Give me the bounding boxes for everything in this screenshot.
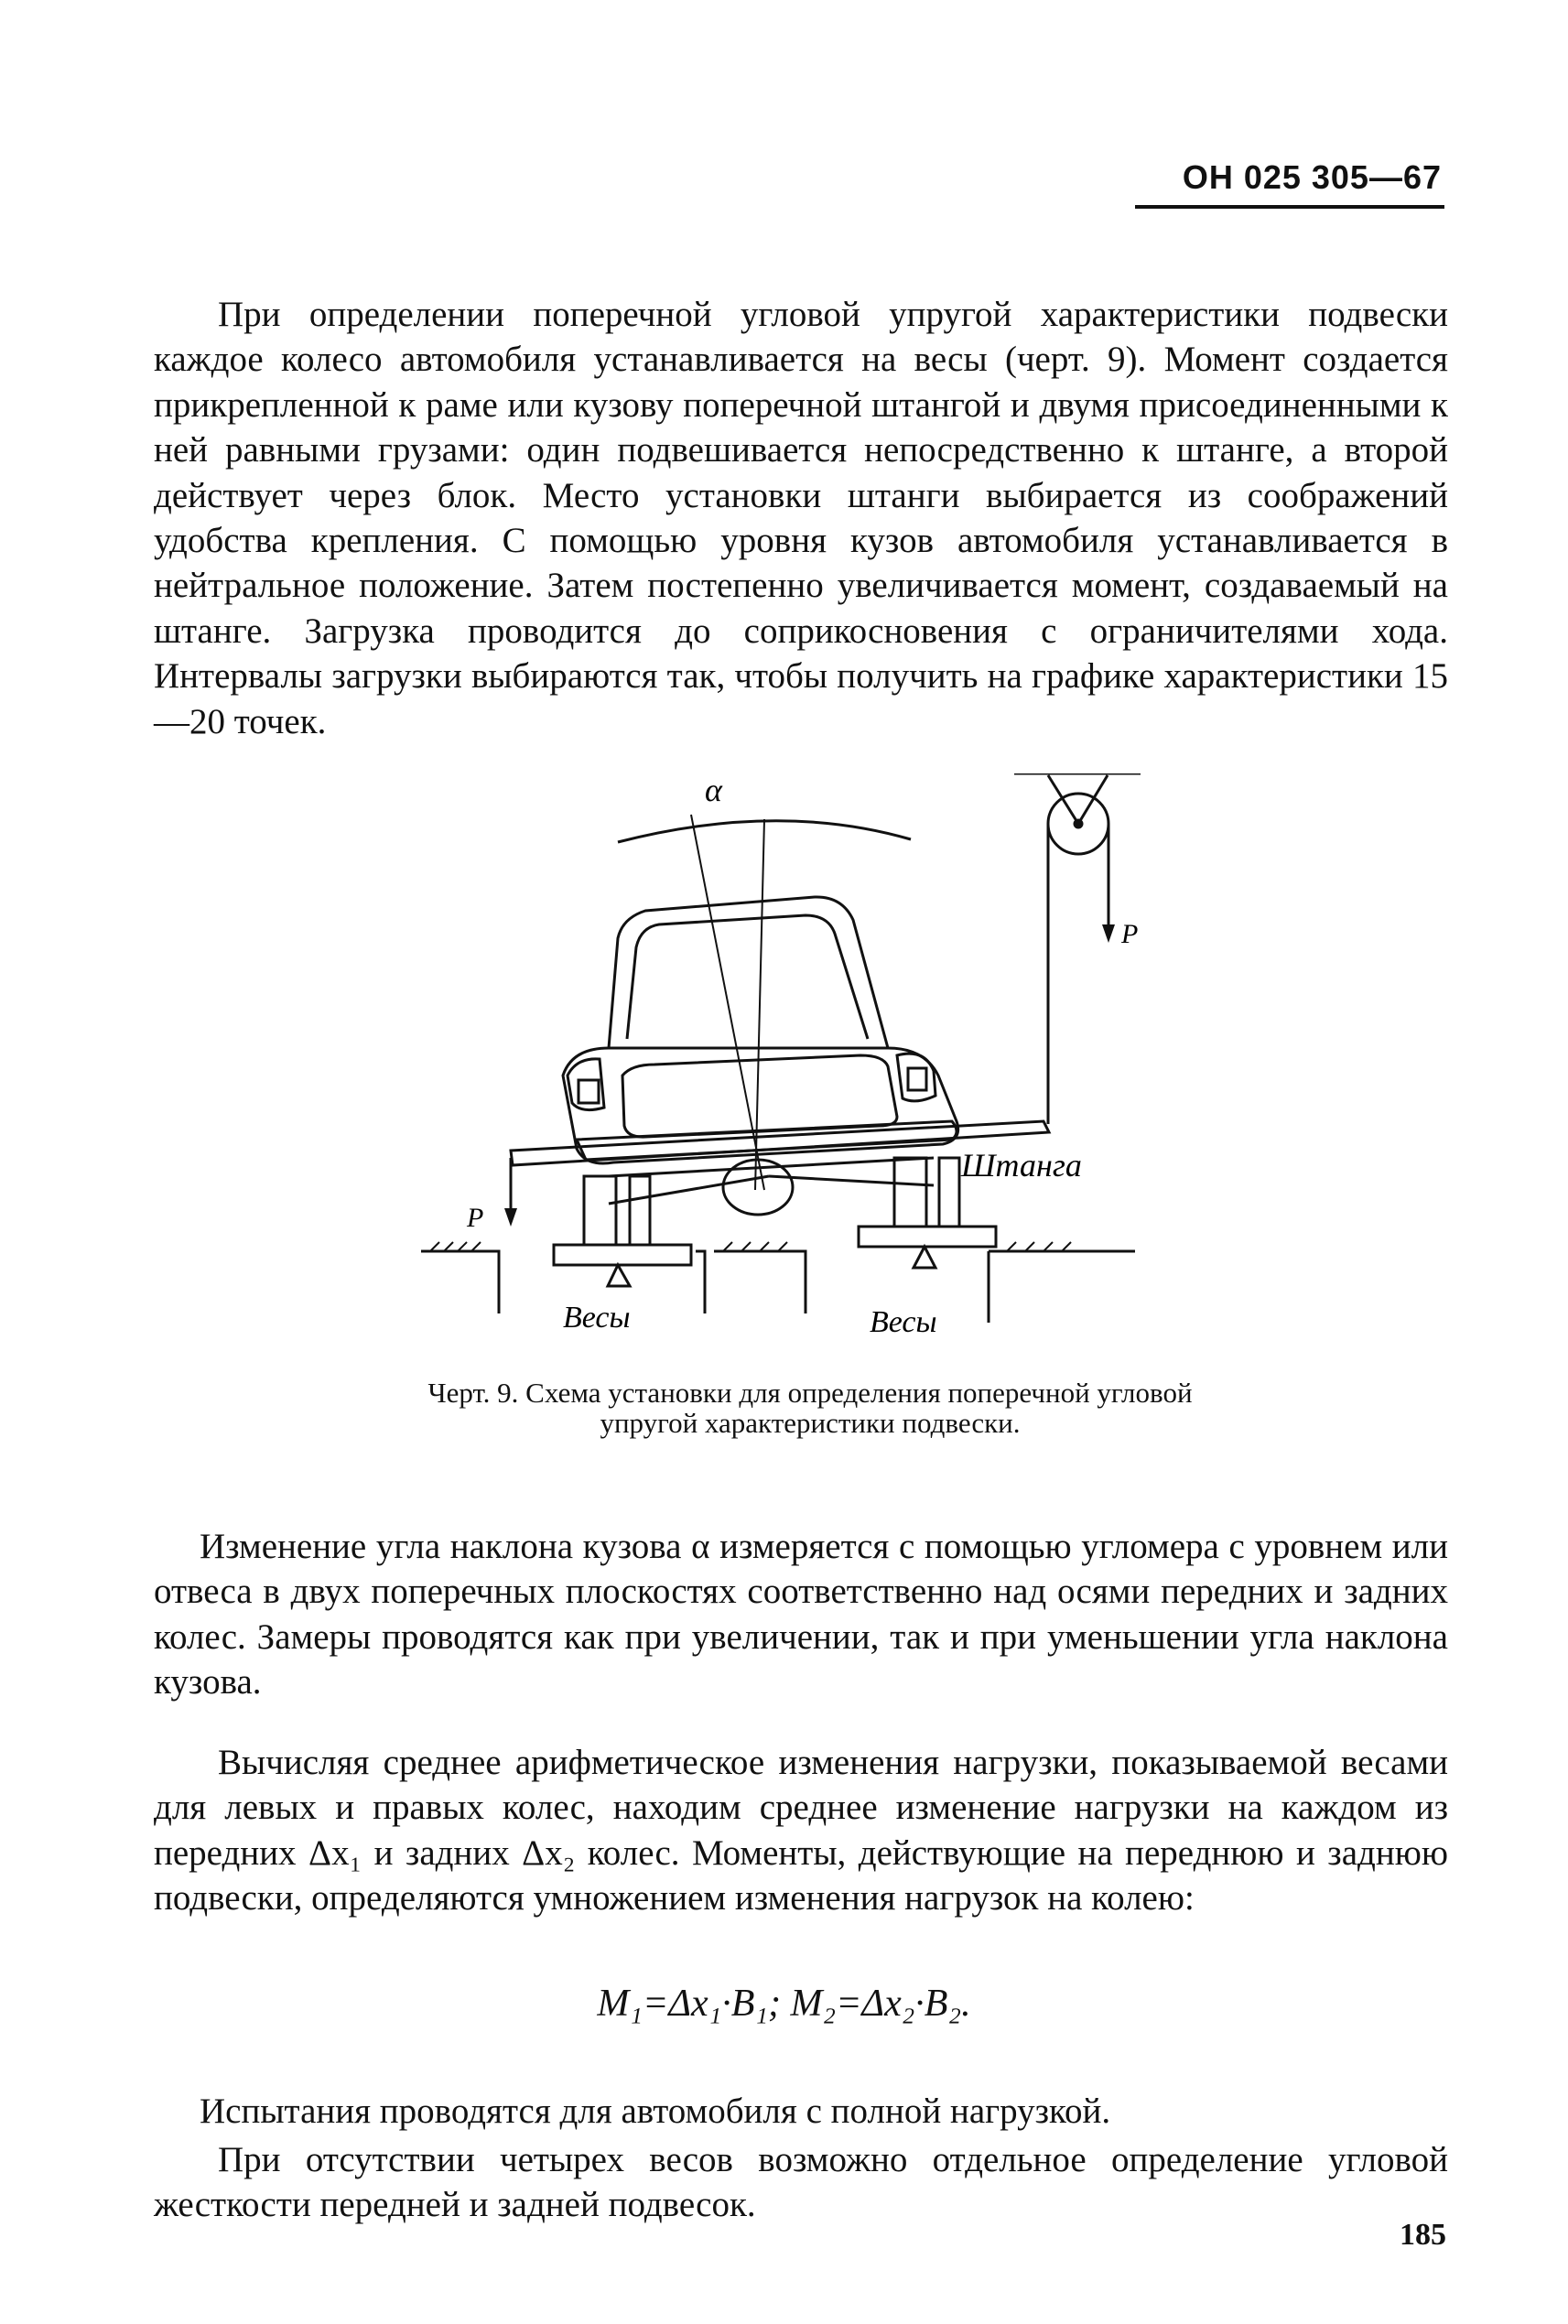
moment-formula: M₁=Δx₁·B₁; M₂=Δx₂·B₂. (597, 1983, 971, 2025)
right-headlight (897, 1054, 935, 1101)
right-tire (894, 1158, 926, 1227)
paragraph-separate-determination: При отсутствии четырех весов возможно отдельное определение угловой жесткости передней и задней подвесок. (154, 2140, 1448, 2225)
paragraph-method-description: При определении поперечной угловой упругой характеристики подвески каждое колесо автомобиля устанавливается на весы (черт. 9). Момент создается прикрепленной к раме или кузову поперечной штангой и двумя присоединенными к ней равными грузами: один подвешивается непосредственно к штанге, а второй действует через блок. Место установки штанги выбирается из соображений удобства крепления. С помощью уровня кузов автомобиля устанавливается в нейтральное положение. Затем постепенно увеличивается момент, создаваемый на штанге. Загрузка проводится до соприкосновения с ограничителями хода. Интервалы загрузки выбираются так, чтобы получить на графике характеристики 15—20 точек. (154, 295, 1448, 741)
alpha-label: α (705, 773, 722, 808)
right-lamp (908, 1068, 926, 1090)
left-tire-inner (630, 1176, 650, 1245)
pulley-bracket-right (1078, 775, 1108, 824)
pulley-axle (1075, 820, 1082, 827)
right-tire-inner (939, 1158, 959, 1227)
header-underline (1135, 205, 1444, 209)
axle-link-left (609, 1176, 769, 1204)
left-weight-arrow (504, 1208, 517, 1227)
weight-p-right-label: P (1121, 919, 1139, 949)
left-tire (584, 1176, 616, 1245)
left-lamp (579, 1080, 599, 1103)
page-number: 185 (1400, 2218, 1446, 2252)
scales-left-label: Весы (563, 1301, 631, 1335)
figure-test-setup (403, 773, 1153, 1359)
right-scale-platform (859, 1227, 996, 1247)
tilted-axis (755, 819, 764, 1190)
left-scale-platform (554, 1245, 691, 1265)
pulley-bracket-left (1048, 775, 1078, 824)
scales-right-label: Весы (870, 1305, 937, 1339)
figure-caption: Черт. 9. Схема установки для определения поперечной угловой упругой характеристики подвески. (427, 1377, 1193, 1439)
right-weight-arrow (1102, 924, 1115, 943)
paragraph-full-load: Испытания проводятся для автомобиля с полной нагрузкой. (200, 2092, 1111, 2131)
test-setup-diagram (403, 773, 1153, 1359)
paragraph-load-calculation: Вычисляя среднее арифметическое изменения нагрузки, показываемой весами для левых и правых колес, находим среднее изменение нагрузки на каждом из передних Δx₁ и задних Δx₂ колес. Моменты, действующие на переднюю и заднюю подвески, определяются умножением изменения нагрузок на колею: (154, 1743, 1448, 1919)
left-pit-wall (696, 1251, 705, 1313)
left-scale-support (608, 1265, 630, 1286)
right-scale-support (914, 1247, 935, 1268)
center-pit (714, 1251, 806, 1313)
car-window (627, 915, 868, 1039)
weight-p-left-label: P (467, 1203, 484, 1233)
left-floor-edge (421, 1251, 499, 1313)
paragraph-angle-measurement: Изменение угла наклона кузова α измеряется с помощью угломера с уровнем или отвеса в двух поперечных плоскостях соответственно над осями передних и задних колес. Замеры проводятся как при увеличении, так и при уменьшении угла наклона кузова. (154, 1527, 1448, 1702)
document-code-header: ОН 025 305—67 (1182, 158, 1442, 196)
rod-label: Штанга (961, 1147, 1082, 1184)
